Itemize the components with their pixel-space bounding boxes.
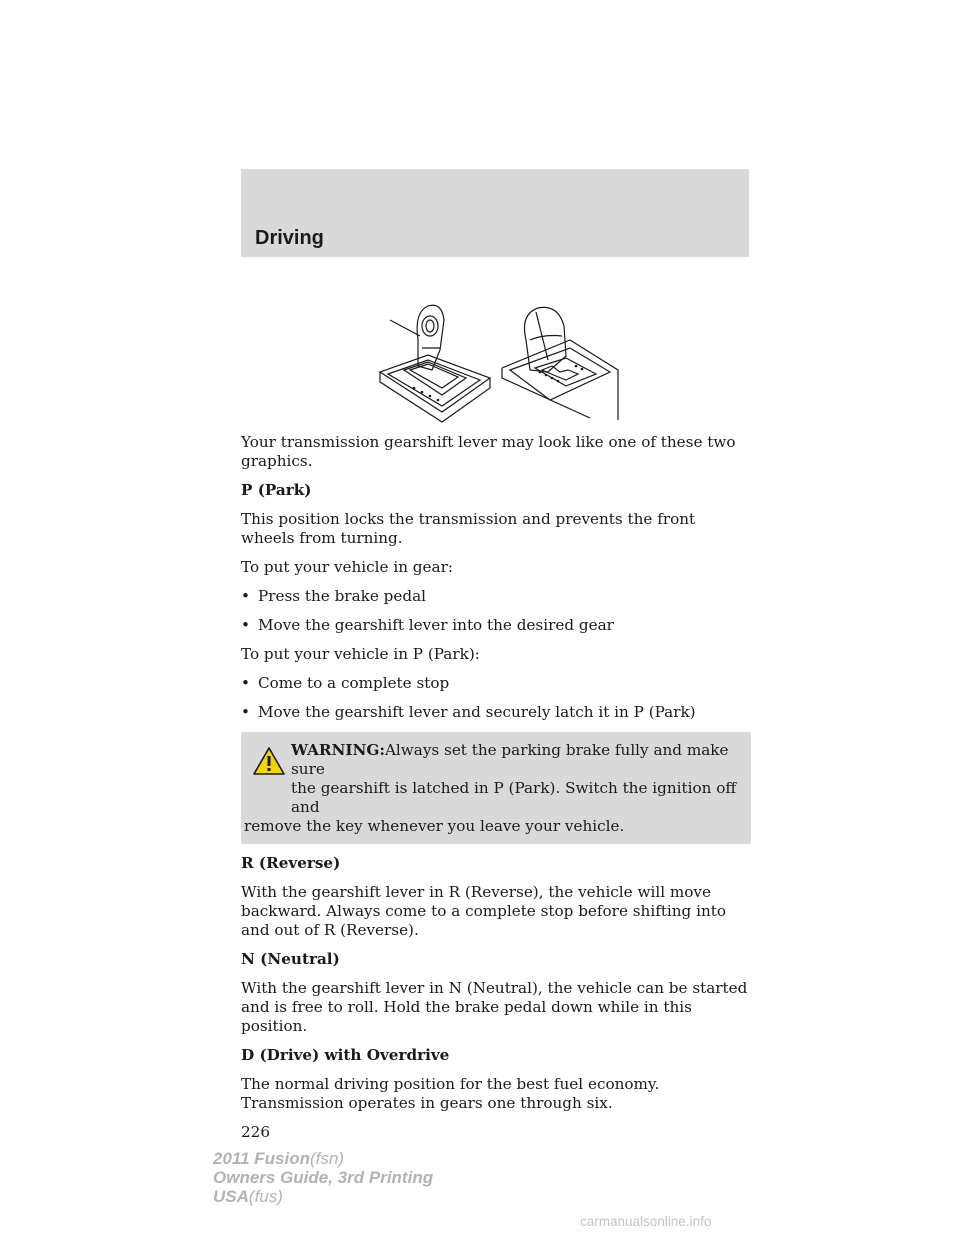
intro-text: Your transmission gearshift lever may look like one of these two graphics. <box>241 433 736 470</box>
warning-box <box>241 732 751 844</box>
gearshift-levers-illustration <box>370 300 622 425</box>
drive-text: The normal driving position for the best fuel economy. Transmission operates in gears one through six. <box>241 1075 660 1112</box>
park-intro: To put your vehicle in P (Park): <box>241 645 480 663</box>
bullet-glyph: • <box>241 703 250 721</box>
warning-text-1: Always set the parking brake fully and make sure <box>291 741 729 778</box>
footer-market: USA <box>213 1187 249 1206</box>
warning-text-3: remove the key whenever you leave your vehicle. <box>244 817 625 835</box>
park-heading: P (Park) <box>241 481 312 499</box>
park-text: This position locks the transmission and prevents the front wheels from turning. <box>241 510 696 547</box>
footer-market-code: (fus) <box>248 1187 283 1206</box>
footer-line-1 <box>213 1149 433 1168</box>
section-title: Driving <box>255 227 324 249</box>
warning-label: WARNING: <box>291 741 385 759</box>
neutral-text: With the gearshift lever in N (Neutral), the vehicle can be started and is free to roll. Hold the brake pedal down while in this position. <box>241 979 748 1035</box>
reverse-text: With the gearshift lever in R (Reverse), the vehicle will move backward. Always come to a complete stop before shifting into and out of R (Reverse). <box>241 883 726 939</box>
list-item-text: Come to a complete stop <box>258 674 450 692</box>
footer-model-code: (fsn) <box>310 1149 344 1168</box>
list-item <box>241 674 751 693</box>
list-item-text: Press the brake pedal <box>258 587 426 605</box>
bullet-glyph: • <box>241 587 250 605</box>
neutral-heading: N (Neutral) <box>241 950 340 968</box>
warning-text-2: the gearshift is latched in P (Park). Switch the ignition off and <box>291 779 737 816</box>
reverse-heading: R (Reverse) <box>241 854 341 872</box>
list-item-text: Move the gearshift lever and securely latch it in P (Park) <box>258 703 696 721</box>
list-item-text: Move the gearshift lever into the desired gear <box>258 616 614 634</box>
footer-model: 2011 Fusion <box>213 1149 310 1168</box>
drive-heading: D (Drive) with Overdrive <box>241 1046 450 1064</box>
gear-intro: To put your vehicle in gear: <box>241 558 453 576</box>
document-footer <box>213 1149 433 1206</box>
footer-line-3 <box>213 1187 433 1206</box>
bullet-glyph: • <box>241 674 250 692</box>
list-item <box>241 703 751 722</box>
manual-content <box>241 433 751 1152</box>
list-item <box>241 616 751 635</box>
footer-guide: Owners Guide, 3rd Printing <box>213 1168 434 1187</box>
bullet-glyph: • <box>241 616 250 634</box>
list-item <box>241 587 751 606</box>
watermark-text: carmanualsonline.info <box>580 1214 712 1229</box>
warning-triangle-icon <box>252 746 286 776</box>
page-number: 226 <box>241 1123 270 1141</box>
section-header <box>241 169 749 257</box>
warning-line-1 <box>244 741 743 779</box>
